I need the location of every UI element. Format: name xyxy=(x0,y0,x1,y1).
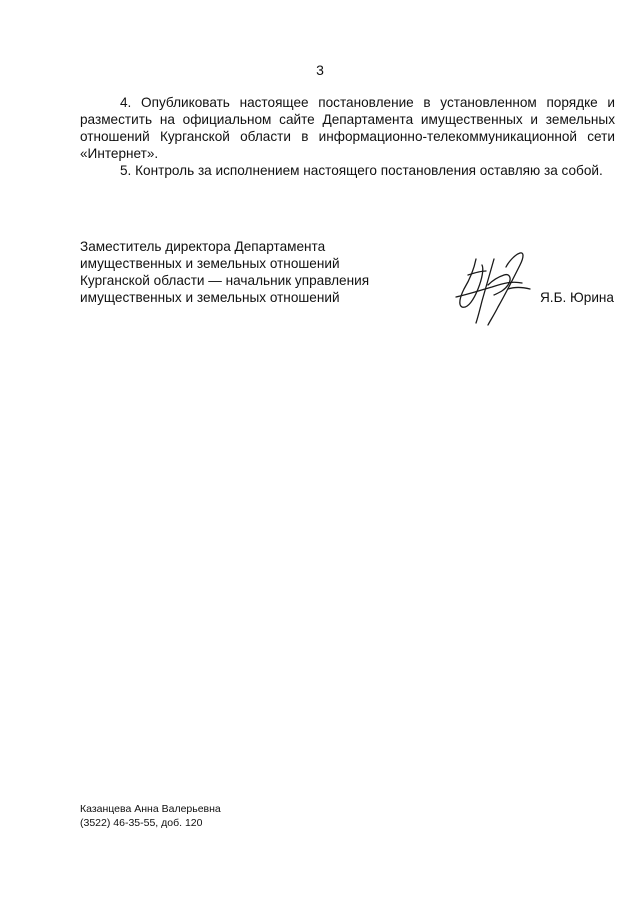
paragraph-control: 5. Контроль за исполнением настоящего постановления оставляю за собой. xyxy=(120,163,603,178)
signatory-title-line: имущественных и земельных отношений xyxy=(80,290,340,305)
executor-info xyxy=(80,802,221,830)
executor-name: Казанцева Анна Валерьевна xyxy=(80,803,221,815)
signatory-title-line: Заместитель директора Департамента xyxy=(80,239,326,254)
signatory-title xyxy=(80,238,400,306)
body-text xyxy=(80,94,615,179)
signatory-title-line: Курганской области — начальник управления xyxy=(80,273,370,288)
executor-phone: (3522) 46-35-55, доб. 120 xyxy=(80,817,203,829)
paragraph-publish: 4. Опубликовать настоящее постановление в установленном порядке и разместить на официальном сайте Департамента имущественных и земельных отношений Курганской области в информационно-телекоммуникационной сети «Интернет». xyxy=(80,95,615,161)
page-number: 3 xyxy=(316,62,324,78)
handwritten-signature xyxy=(448,245,538,331)
signatory-name: Я.Б. Юрина xyxy=(539,290,614,305)
signatory-title-line: имущественных и земельных отношений xyxy=(80,256,340,271)
